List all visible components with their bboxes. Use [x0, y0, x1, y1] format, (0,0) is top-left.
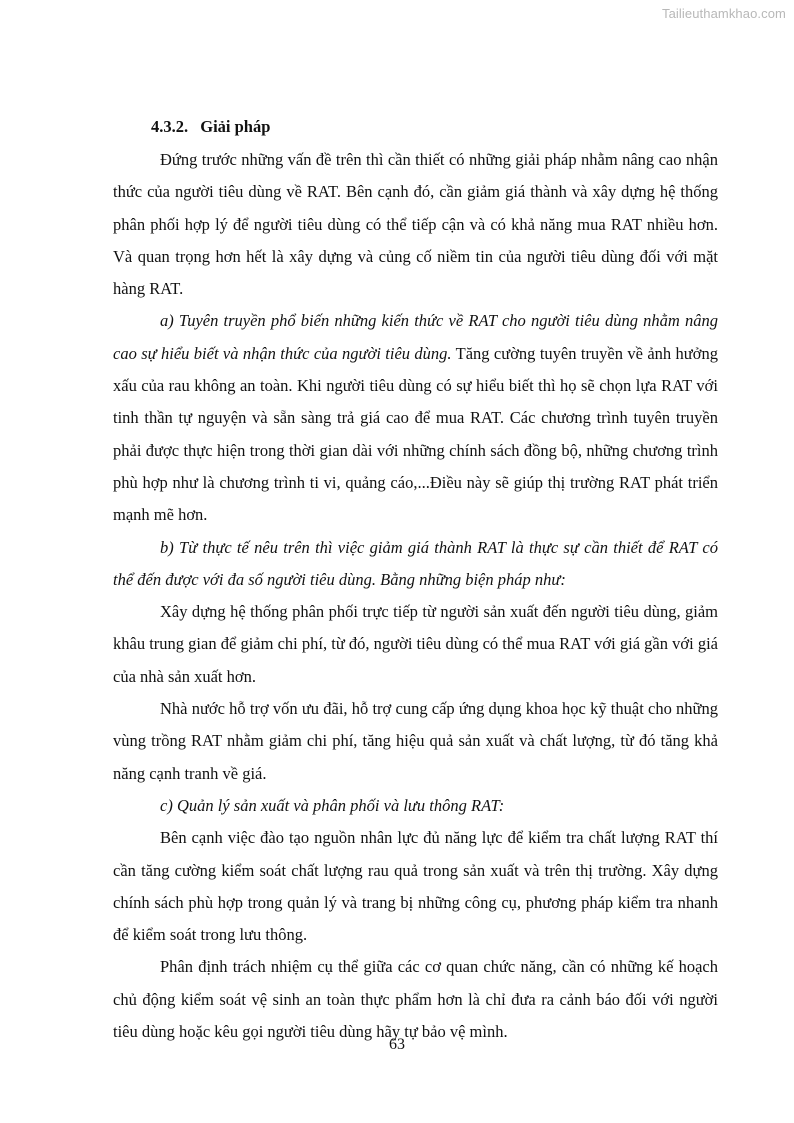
intro-paragraph: Đứng trước những vấn đề trên thì cần thiết có những giải pháp nhằm nâng cao nhận thức của người tiêu dùng về RAT. Bên cạnh đó, cần giảm giá thành và xây dựng hệ thống phân phối hợp lý để người tiêu dùng có thể tiếp cận và có khả năng mua RAT nhiều hơn. Và quan trọng hơn hết là xây dựng và củng cố niềm tin của người tiêu dùng đối với mặt hàng RAT.: [113, 150, 718, 299]
item-b-paragraph-2: Nhà nước hỗ trợ vốn ưu đãi, hỗ trợ cung cấp ứng dụng khoa học kỹ thuật cho những vùng trồng RAT nhằm giảm chi phí, tăng hiệu quả sản xuất và chất lượng, từ đó tăng khả năng cạnh tranh về giá.: [113, 699, 718, 783]
section-heading: [151, 112, 718, 142]
watermark: Tailieuthamkhao.com: [661, 6, 786, 21]
section-title: Giải pháp: [200, 117, 271, 136]
item-a-paragraph: [113, 305, 718, 531]
item-b-paragraph-1: Xây dựng hệ thống phân phối trực tiếp từ người sản xuất đến người tiêu dùng, giảm khâu trung gian để giảm chi phí, từ đó, người tiêu dùng có thể mua RAT với giá gần với giá của nhà sản xuất hơn.: [113, 602, 718, 686]
document-body: [113, 112, 718, 1048]
item-a-body: Tăng cường tuyên truyền về ảnh hưởng xấu của rau không an toàn. Khi người tiêu dùng có sự hiểu biết thì họ sẽ chọn lựa RAT với tinh thần tự nguyện và sẵn sàng trả giá cao để mua RAT. Các chương trình tuyên truyền phải được thực hiện trong thời gian dài với những chính sách đồng bộ, những chương trình phù hợp như là chương trình ti vi, quảng cáo,...Điều này sẽ giúp thị trường RAT phát triển mạnh mẽ hơn.: [113, 343, 718, 525]
item-c-title: [113, 790, 718, 822]
item-c-title-text: c) Quản lý sản xuất và phân phối và lưu thông RAT:: [160, 795, 505, 815]
page-number: 63: [389, 1036, 405, 1053]
item-c-paragraph-2: Phân định trách nhiệm cụ thể giữa các cơ quan chức năng, cần có những kế hoạch chủ động kiểm soát vệ sinh an toàn thực phẩm hơn là chỉ đưa ra cảnh báo đối với người tiêu dùng hoặc kêu gọi người tiêu dùng hãy tự bảo vệ mình.: [113, 957, 718, 1042]
section-number: 4.3.2.: [151, 117, 189, 136]
item-b-title: [113, 532, 718, 597]
item-a-title: a) Tuyên truyền phổ biến những kiến thức về RAT cho người tiêu dùng nhằm nâng cao sự hiểu biết và nhận thức của người tiêu dùng.: [113, 311, 718, 363]
item-b-title-text: b) Từ thực tế nêu trên thì việc giảm giá thành RAT là thực sự cần thiết để RAT có thể đến được với đa số người tiêu dùng. Bằng những biện pháp như:: [113, 537, 718, 589]
item-c-paragraph-1: Bên cạnh việc đào tạo nguồn nhân lực đủ năng lực để kiểm tra chất lượng RAT thí cần tăng cường kiểm soát chất lượng rau quả trong sản xuất và trên thị trường. Xây dựng chính sách phù hợp trong quản lý và trang bị những công cụ, phương pháp kiểm tra nhanh để kiểm soát trong lưu thông.: [113, 828, 718, 945]
